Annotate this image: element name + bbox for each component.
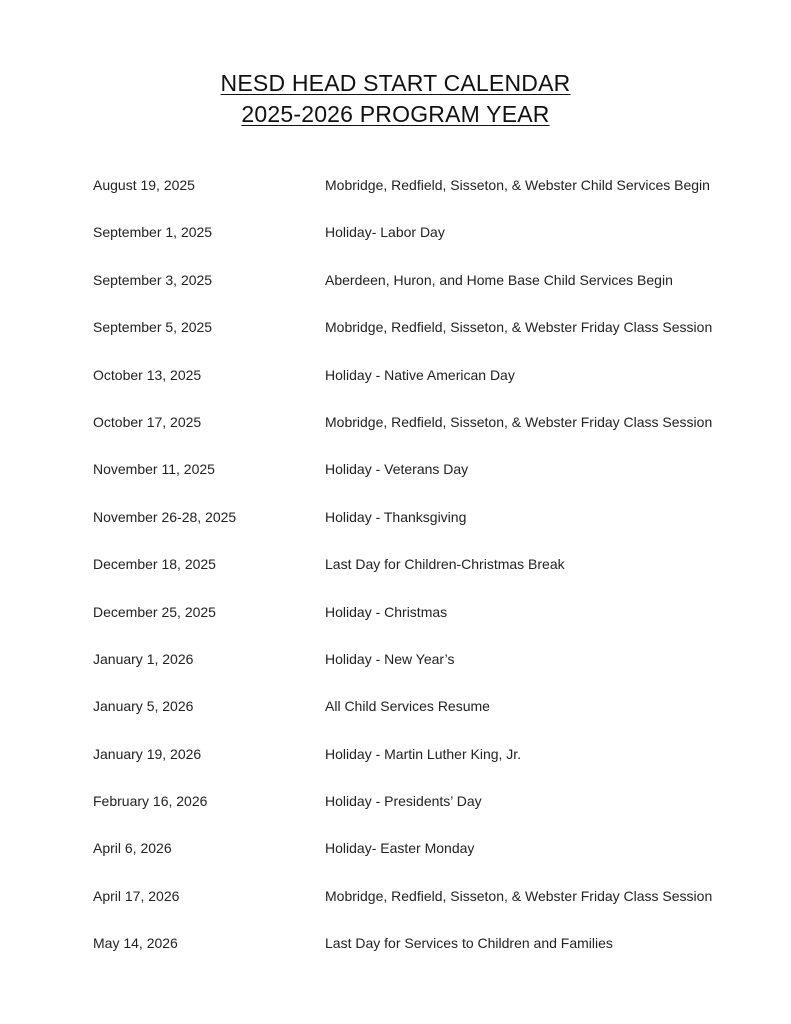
event-date: January 19, 2026 [93, 745, 202, 762]
event-description: Mobridge, Redfield, Sisseton, & Webster Friday Class Session [325, 319, 713, 336]
event-description: Mobridge, Redfield, Sisseton, & Webster Friday Class Session [325, 887, 713, 904]
event-date: February 16, 2026 [93, 793, 208, 810]
event-description: Last Day for Services to Children and Families [325, 935, 613, 952]
event-description: Mobridge, Redfield, Sisseton, & Webster Child Services Begin [325, 177, 710, 193]
event-description: Holiday - New Year’s [325, 650, 455, 667]
calendar-row [93, 601, 753, 648]
event-description: Holiday - Native American Day [325, 366, 515, 383]
event-date: April 6, 2026 [93, 840, 172, 857]
calendar-row [93, 506, 753, 553]
event-description: Holiday - Presidents’ Day [325, 793, 482, 810]
event-description: Holiday- Easter Monday [325, 840, 475, 857]
calendar-row [93, 221, 753, 268]
event-description: Last Day for Children-Christmas Break [325, 556, 565, 573]
calendar-row [93, 364, 753, 411]
event-description: Holiday - Christmas [325, 603, 448, 620]
calendar-list [93, 174, 753, 980]
event-date: November 26-28, 2025 [93, 508, 237, 525]
calendar-row [93, 411, 753, 458]
calendar-row [93, 553, 753, 600]
event-description: Holiday - Veterans Day [325, 461, 469, 478]
event-description: All Child Services Resume [325, 698, 490, 715]
event-date: September 3, 2025 [93, 271, 213, 288]
calendar-row [93, 932, 753, 979]
calendar-row [93, 174, 753, 221]
event-date: October 13, 2025 [93, 366, 202, 383]
calendar-row [93, 695, 753, 742]
event-date: August 19, 2025 [93, 177, 195, 193]
page-title [0, 68, 791, 99]
event-description: Holiday - Thanksgiving [325, 508, 467, 525]
calendar-row [93, 269, 753, 316]
page-subtitle [0, 99, 791, 130]
event-description: Holiday - Martin Luther King, Jr. [325, 745, 522, 762]
calendar-row [93, 885, 753, 932]
calendar-row [93, 790, 753, 837]
title-line-1: NESD HEAD START CALENDAR [220, 70, 571, 96]
event-date: January 5, 2026 [93, 698, 194, 715]
event-date: May 14, 2026 [93, 935, 178, 952]
event-description: Mobridge, Redfield, Sisseton, & Webster Friday Class Session [325, 413, 713, 430]
event-description: Holiday- Labor Day [325, 224, 445, 241]
event-date: October 17, 2025 [93, 413, 202, 430]
event-date: January 1, 2026 [93, 650, 194, 667]
event-date: November 11, 2025 [93, 461, 215, 478]
calendar-row [93, 837, 753, 884]
title-line-2: 2025-2026 PROGRAM YEAR [241, 101, 550, 127]
calendar-row [93, 648, 753, 695]
calendar-row [93, 743, 753, 790]
event-date: April 17, 2026 [93, 887, 180, 904]
event-description: Aberdeen, Huron, and Home Base Child Services Begin [325, 271, 673, 288]
event-date: September 5, 2025 [93, 319, 213, 336]
calendar-row [93, 458, 753, 505]
event-date: December 25, 2025 [93, 603, 216, 620]
calendar-row [93, 316, 753, 363]
event-date: December 18, 2025 [93, 556, 216, 573]
event-date: September 1, 2025 [93, 224, 213, 241]
document-header [0, 68, 791, 130]
